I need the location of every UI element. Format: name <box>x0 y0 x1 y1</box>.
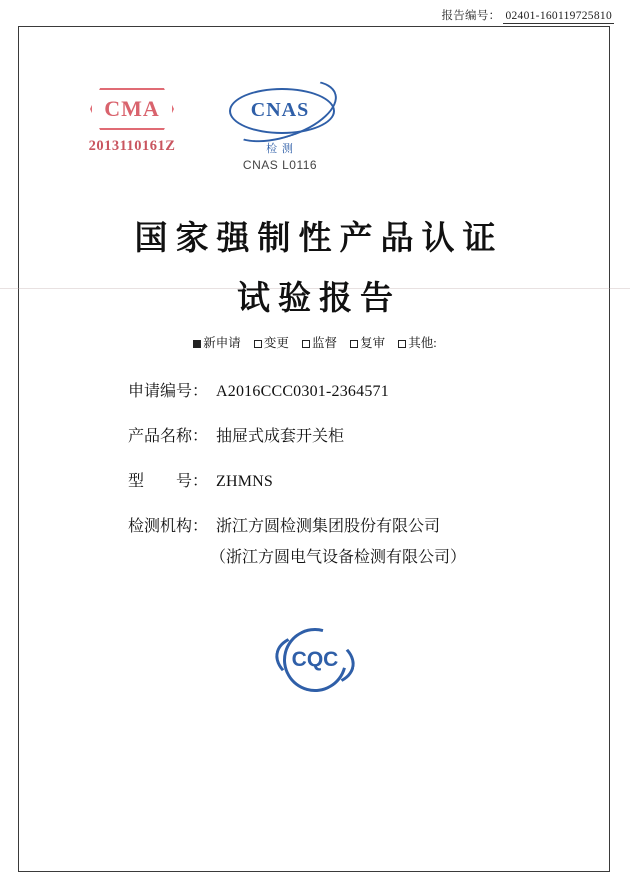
option-label-new-application: 新申请 <box>203 336 241 350</box>
checkbox-other-icon[interactable] <box>398 340 406 348</box>
report-number-label: 报告编号： <box>441 10 501 22</box>
cnas-oval-icon <box>225 82 335 138</box>
field-value-application-no: A2016CCC0301-2364571 <box>216 383 389 400</box>
logo-row <box>0 82 630 192</box>
option-label-review: 复审 <box>360 336 386 350</box>
field-model <box>0 468 630 491</box>
report-number-value: 02401-160119725810 <box>505 10 612 22</box>
page-title-line1: 国家强制性产品认证 <box>134 221 504 257</box>
option-review[interactable] <box>350 336 385 350</box>
cnas-sub-cn: 检 测 <box>266 143 294 155</box>
field-value-testing-organization-secondary: （浙江方圆电气设备检测有限公司） <box>210 549 467 566</box>
option-change[interactable] <box>254 336 289 350</box>
field-product-name <box>0 423 630 446</box>
field-list <box>0 378 630 589</box>
field-application-no <box>0 378 630 401</box>
cqc-mark-text: CQC <box>291 648 339 671</box>
checkbox-new-application-icon[interactable] <box>193 340 201 348</box>
checkbox-change-icon[interactable] <box>254 340 262 348</box>
field-label-testing-organization: 检测机构： <box>128 518 209 535</box>
cnas-logo <box>185 82 375 172</box>
option-supervision[interactable] <box>302 336 337 350</box>
cma-number: 2013110161Z <box>88 138 176 154</box>
cqc-seal-icon <box>272 628 358 692</box>
option-other[interactable] <box>398 336 436 350</box>
option-new-application[interactable] <box>193 336 241 350</box>
page-title-line2: 试验报告 <box>237 281 401 317</box>
application-type-row <box>0 333 630 351</box>
report-number <box>0 6 614 24</box>
cma-hexagon-icon <box>90 88 174 130</box>
field-testing-organization <box>0 513 630 536</box>
option-label-other: 其他: <box>408 336 437 350</box>
checkbox-supervision-icon[interactable] <box>302 340 310 348</box>
cnas-sub-code: CNAS L0116 <box>242 158 318 172</box>
option-label-supervision: 监督 <box>312 336 338 350</box>
option-label-change: 变更 <box>263 336 289 350</box>
cnas-mark-text: CNAS <box>250 98 310 121</box>
field-label-model: 型 号： <box>128 473 209 490</box>
field-label-application-no: 申请编号： <box>128 383 209 400</box>
checkbox-review-icon[interactable] <box>350 340 358 348</box>
field-value-product-name: 抽屉式成套开关柜 <box>216 428 345 445</box>
cqc-logo <box>0 628 630 692</box>
cma-mark-text: CMA <box>104 96 160 121</box>
field-value-model: ZHMNS <box>216 473 274 490</box>
field-label-product-name: 产品名称： <box>128 428 209 445</box>
field-value-testing-organization: 浙江方圆检测集团股份有限公司 <box>216 518 441 535</box>
